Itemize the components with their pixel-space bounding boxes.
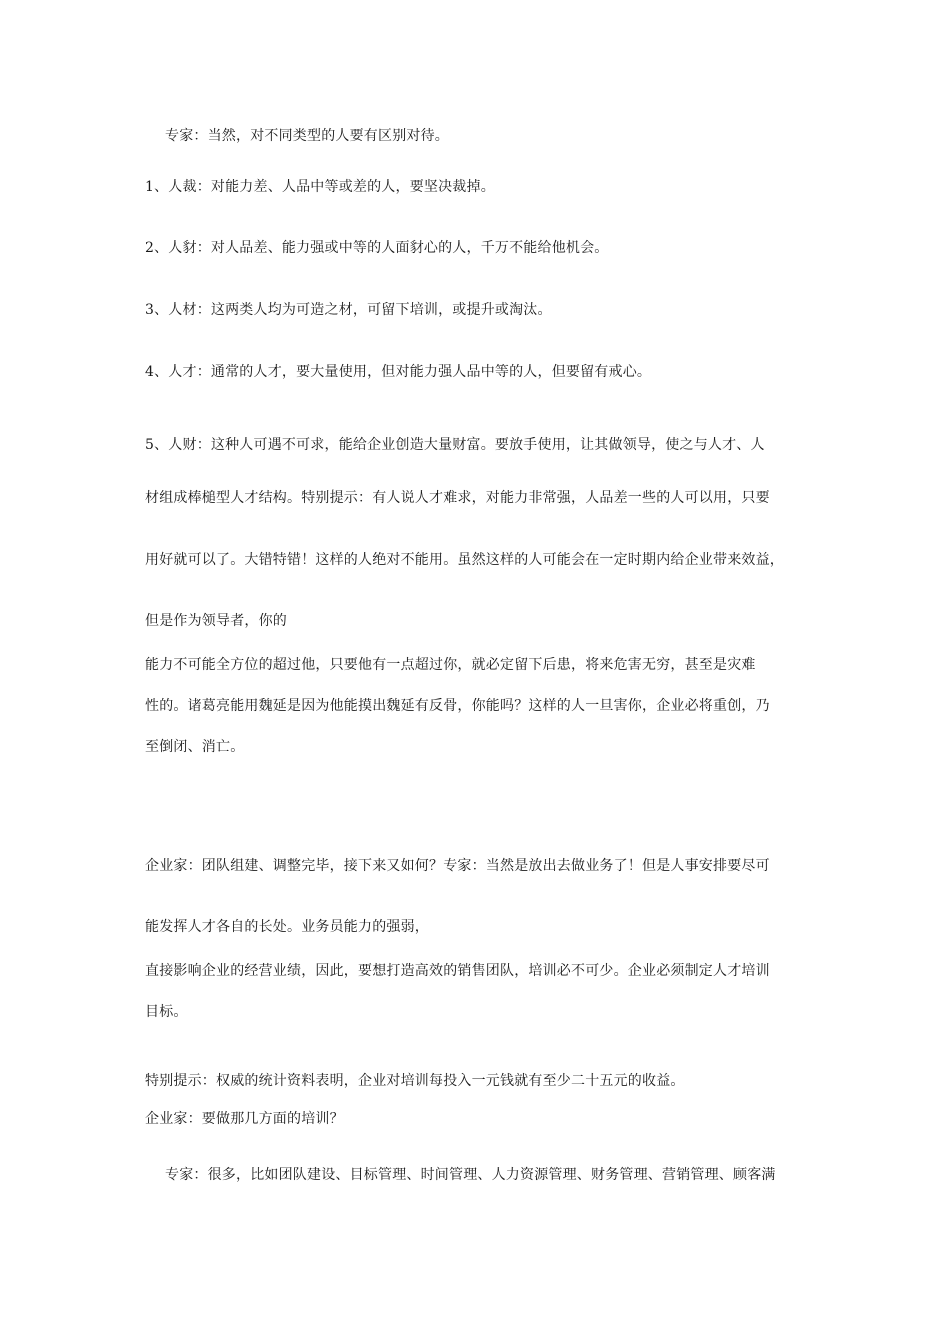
paragraph-line: 材组成棒槌型人才结构。特别提示：有人说人才难求，对能力非常强，人品差一些的人可以用，只要 bbox=[145, 490, 770, 506]
paragraph-line: 企业家：团队组建、调整完毕，接下来又如何？专家：当然是放出去做业务了！但是人事安排要尽可 bbox=[145, 858, 770, 874]
list-item-line: 2、人豺：对人品差、能力强或中等的人面豺心的人，千万不能给他机会。 bbox=[145, 240, 609, 256]
paragraph-line: 能发挥人才各自的长处。业务员能力的强弱， bbox=[145, 919, 429, 935]
paragraph-line: 能力不可能全方位的超过他，只要他有一点超过你，就必定留下后患，将来危害无穷，甚至是灾难 bbox=[145, 657, 756, 673]
paragraph-line: 直接影响企业的经营业绩，因此，要想打造高效的销售团队，培训必不可少。企业必须制定人才培训 bbox=[145, 963, 770, 979]
paragraph-line: 专家：当然，对不同类型的人要有区别对待。 bbox=[165, 128, 449, 144]
paragraph-line: 企业家：要做那几方面的培训？ bbox=[145, 1111, 344, 1127]
paragraph-line: 至倒闭、消亡。 bbox=[145, 739, 245, 755]
paragraph-line: 目标。 bbox=[145, 1004, 188, 1020]
paragraph-line: 专家：很多，比如团队建设、目标管理、时间管理、人力资源管理、财务管理、营销管理、顾客满 bbox=[165, 1167, 776, 1183]
list-item-line: 3、人材：这两类人均为可造之材，可留下培训，或提升或淘汰。 bbox=[145, 302, 552, 318]
paragraph-line: 用好就可以了。大错特错！这样的人绝对不能用。虽然这样的人可能会在一定时期内给企业带来效益， bbox=[145, 552, 784, 568]
highlight-line: 特别提示：权威的统计资料表明，企业对培训每投入一元钱就有至少二十五元的收益。 bbox=[145, 1073, 685, 1089]
list-item-line: 4、人才：通常的人才，要大量使用，但对能力强人品中等的人，但要留有戒心。 bbox=[145, 364, 652, 380]
paragraph-line: 但是作为领导者，你的 bbox=[145, 613, 287, 629]
paragraph-line: 性的。诸葛亮能用魏延是因为他能摸出魏延有反骨，你能吗？这样的人一旦害你，企业必将重创，乃 bbox=[145, 698, 770, 714]
list-item-line: 1、人裁：对能力差、人品中等或差的人，要坚决裁掉。 bbox=[145, 179, 495, 195]
list-item-line: 5、人财：这种人可遇不可求，能给企业创造大量财富。要放手使用，让其做领导，使之与人才、人 bbox=[145, 437, 765, 453]
